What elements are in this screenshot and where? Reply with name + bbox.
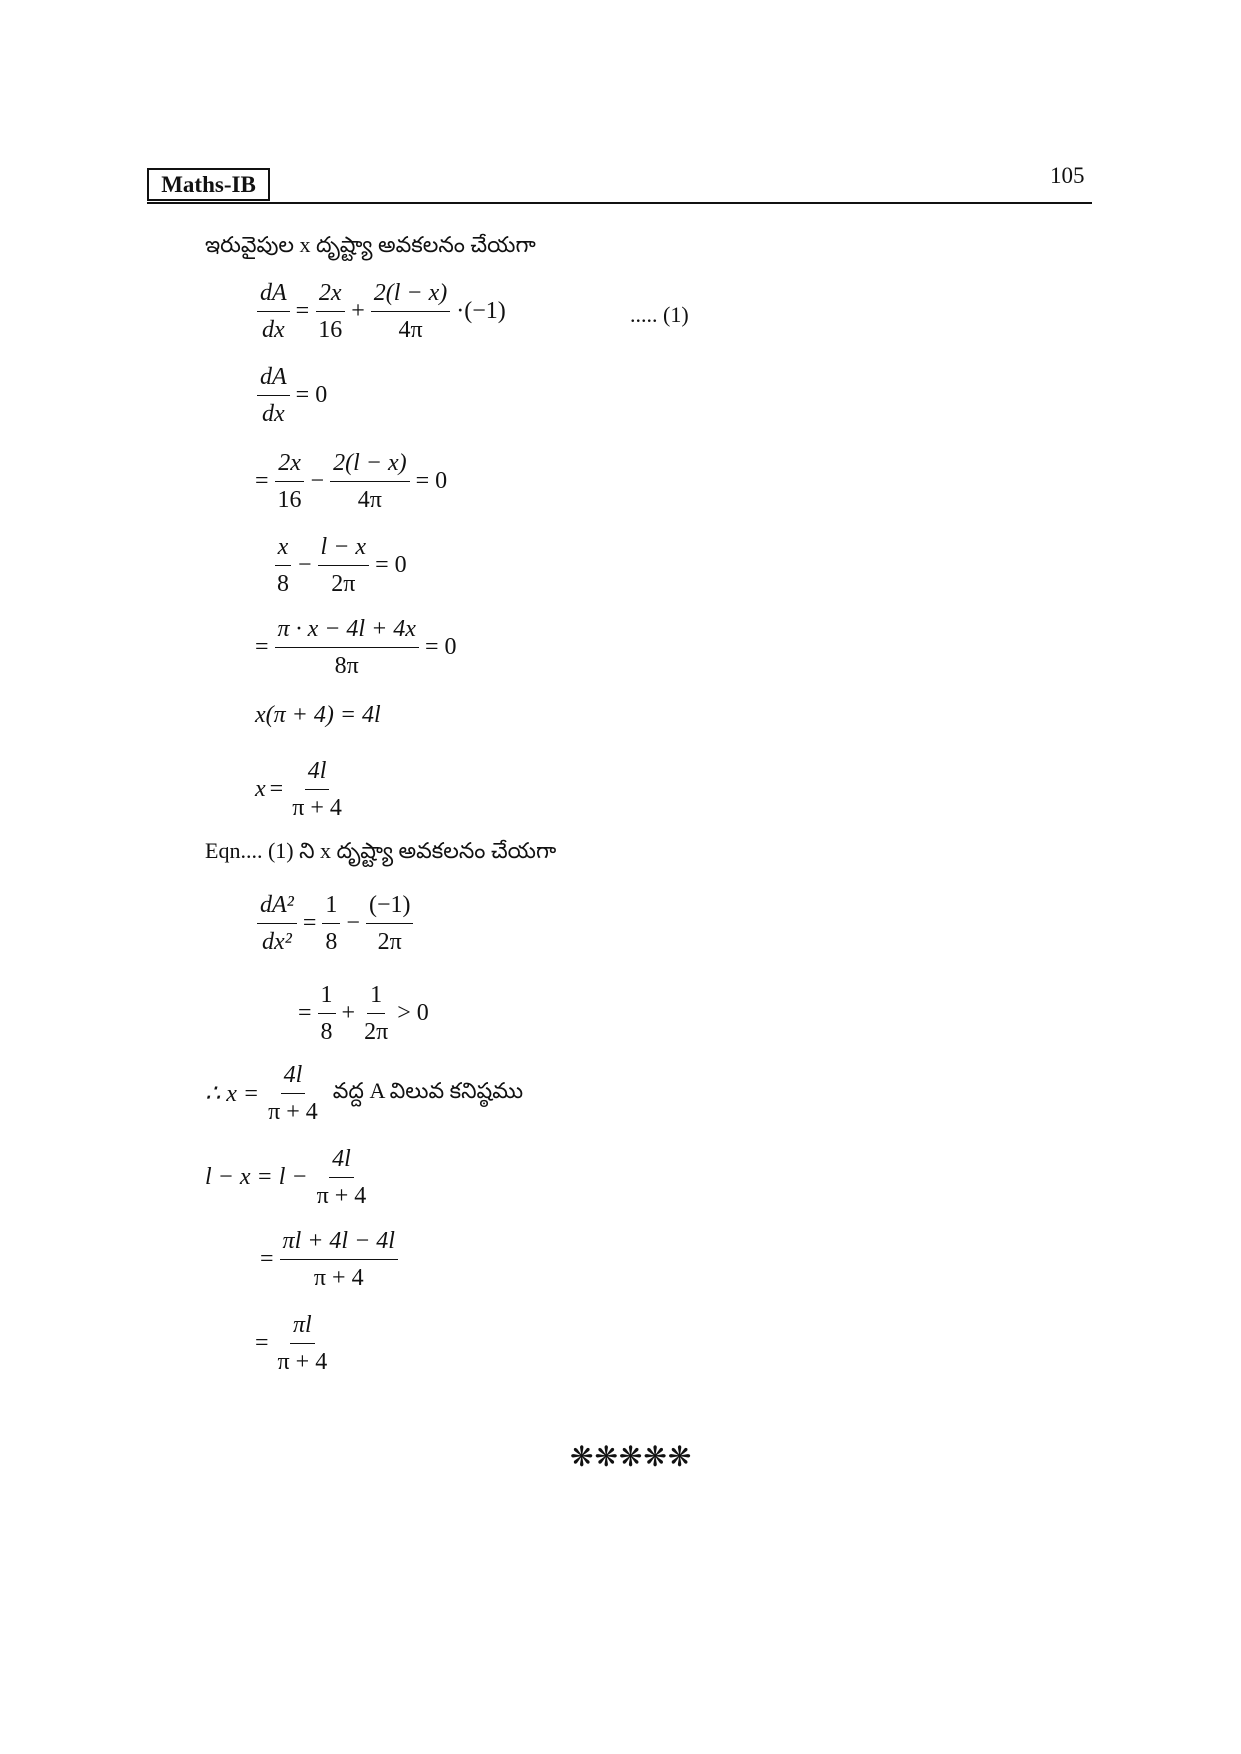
- equation-2: $\frac{dA}{dx}$ = 0: [255, 362, 327, 429]
- fraction: $\frac{2(l - x)}{4\pi}$: [330, 448, 410, 515]
- equation-11: l − x = l − $\frac{4l}{\pi + 4}$: [205, 1144, 371, 1211]
- fraction: $\frac{x}{8}$: [274, 532, 292, 599]
- fraction: $\frac{4l}{\pi + 4}$: [268, 1062, 318, 1125]
- equation-8: $\frac{\text{dA²}}{\text{dx²}}$ = $\frac{1}{8}$ − $\frac{(-1)}{2\pi}$: [255, 890, 415, 957]
- fraction: $\frac{\pi l}{\pi + 4}$: [277, 1312, 328, 1375]
- fraction: $\frac{1}{2\pi}$: [364, 982, 389, 1045]
- subject-label: Maths-IB: [147, 168, 270, 201]
- equation-3: = $\frac{2x}{16}$ − $\frac{2(l - x)}{4\pi}$ = 0: [255, 450, 448, 513]
- fraction: $\frac{1}{8}$: [322, 890, 340, 957]
- fraction: $\frac{\pi \cdot x - 4l + 4x}{8\pi}$: [275, 614, 419, 681]
- equation-4: $\frac{x}{8}$ − $\frac{l - x}{2\pi}$ = 0: [272, 532, 407, 599]
- intro-text: ఇరువైపుల x దృష్ట్యా అవకలనం చేయగా: [205, 232, 536, 257]
- fraction: $\frac{l - x}{2\pi}$: [318, 532, 370, 599]
- fraction: $\frac{2(l - x)}{4\pi}$: [371, 278, 451, 345]
- fraction: $\frac{dA}{dx}$: [257, 278, 290, 345]
- fraction: $\frac{1}{8}$: [318, 980, 336, 1047]
- fraction: $\frac{4l}{\pi + 4}$: [316, 1146, 367, 1209]
- section-end-stars: ❋❋❋❋❋: [570, 1442, 693, 1473]
- equation-6: x(π + 4) = 4l: [255, 702, 381, 728]
- page-number: 105: [1050, 163, 1085, 188]
- equation-9: = $\frac{1}{8}$ + $\frac{1}{2\pi}$ > 0: [298, 982, 429, 1045]
- equation-7: x = $\frac{4l}{\pi + 4}$: [255, 756, 347, 823]
- eqn-intro-text: Eqn.... (1) ని x దృష్ట్యా అవకలనం చేయగా: [205, 838, 557, 863]
- fraction: $\frac{4l}{\pi + 4}$: [292, 758, 342, 821]
- fraction: $\frac{2x}{16}$: [315, 278, 345, 345]
- equation-12: = $\frac{\pi l + 4l - 4l}{\pi + 4}$: [260, 1226, 400, 1293]
- fraction: $\frac{\pi l + 4l - 4l}{\pi + 4}$: [280, 1226, 398, 1293]
- equation-marker: ..... (1): [630, 302, 689, 327]
- fraction: $\frac{\text{dA²}}{\text{dx²}}$: [257, 890, 297, 957]
- equation-10: ∴ x = $\frac{4l}{\pi + 4}$ వద్ద A విలువ కనిష్ఠము: [205, 1062, 524, 1125]
- header-rule: [147, 202, 1092, 204]
- fraction: $\frac{dA}{dx}$: [257, 362, 290, 429]
- equation-5: = $\frac{\pi \cdot x - 4l + 4x}{8\pi}$ = 0: [255, 616, 457, 679]
- equation-13: = $\frac{\pi l}{\pi + 4}$: [255, 1310, 332, 1377]
- fraction: $\frac{(-1)}{2\pi}$: [366, 890, 414, 957]
- minimum-text: వద్ద A విలువ కనిష్ఠము: [332, 1078, 524, 1103]
- equation-1: $\frac{dA}{dx}$ = $\frac{2x}{16}$ + $\frac{2(l - x)}{4\pi}$ ·(−1): [255, 278, 506, 345]
- fraction: $\frac{2x}{16}$: [275, 448, 305, 515]
